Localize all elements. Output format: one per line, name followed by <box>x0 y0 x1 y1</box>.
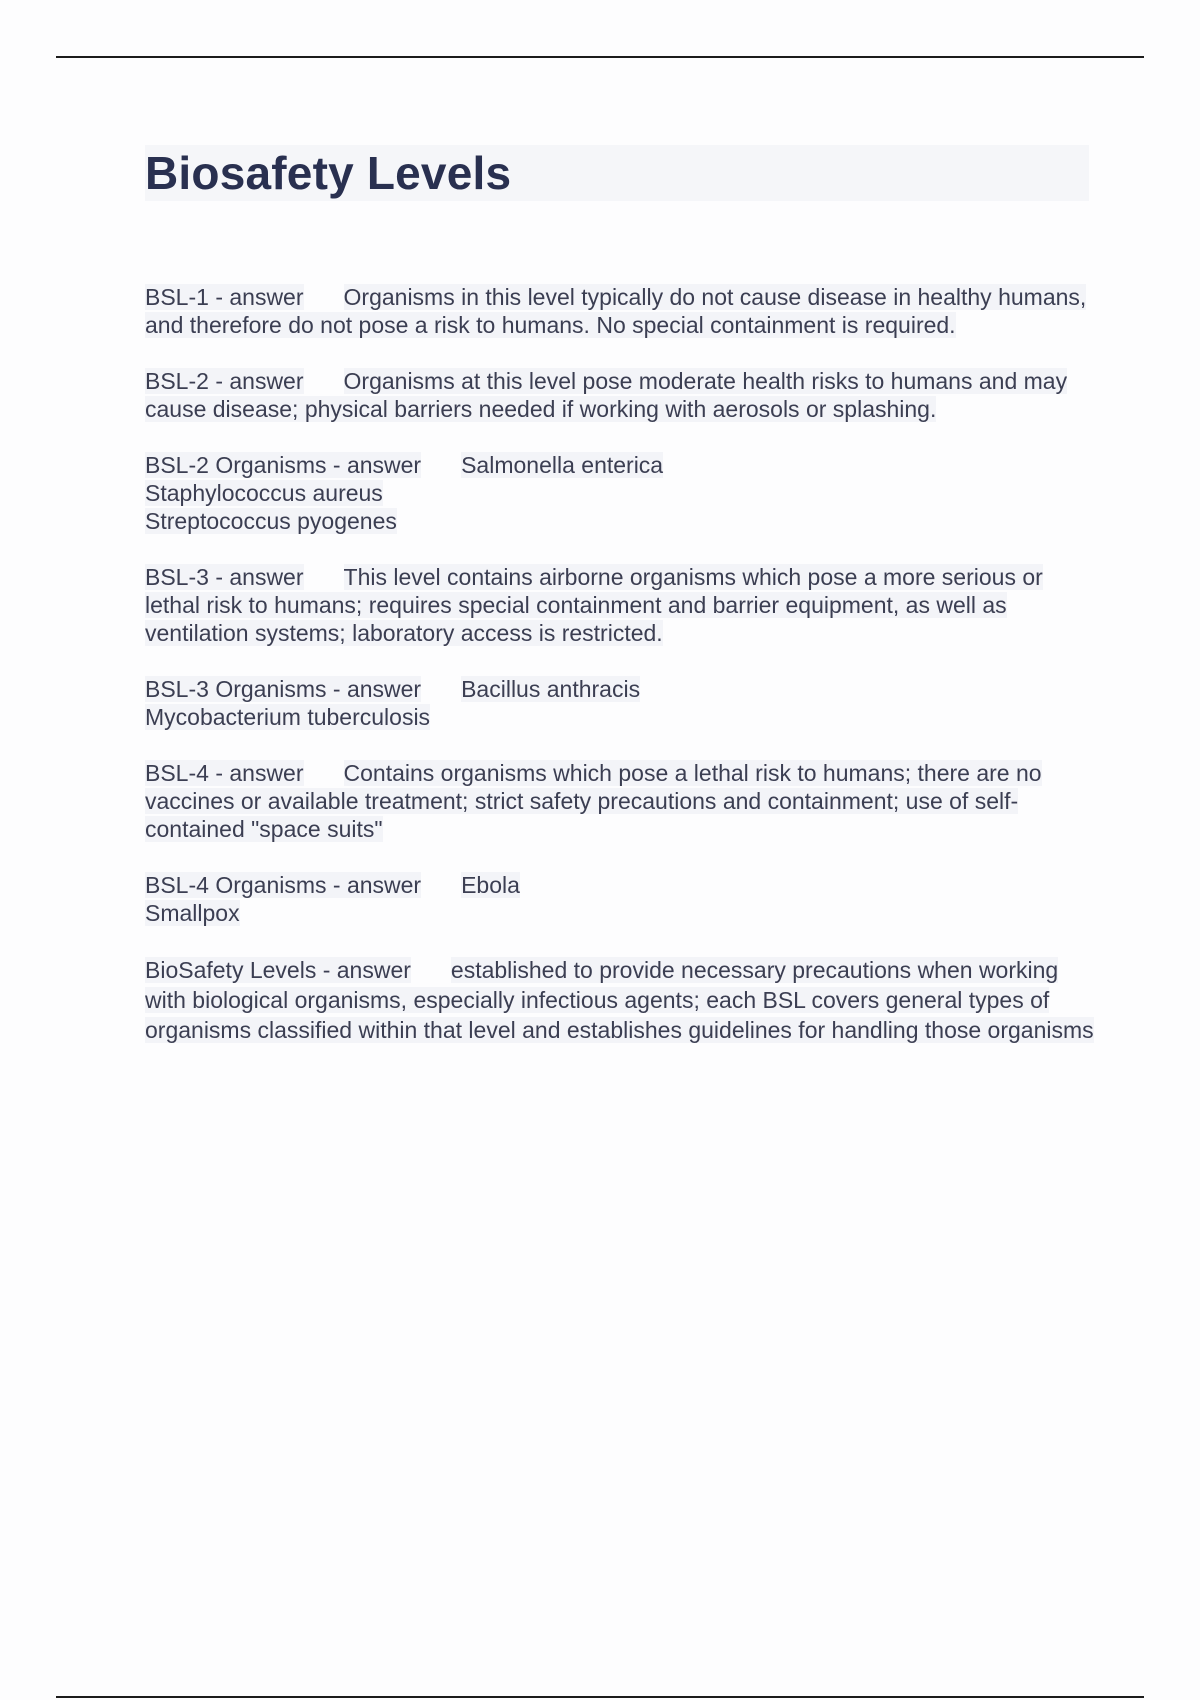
entry-bsl-4 <box>145 759 1095 843</box>
entry-bsl-4-organisms <box>145 871 1095 927</box>
entry-definition: Salmonella enterica Staphylococcus aureus Streptococcus pyogenes <box>145 452 664 534</box>
entry-term: BSL-1 - answer <box>145 284 304 310</box>
entry-definition: Bacillus anthracis Mycobacterium tuberculosis <box>145 676 641 730</box>
entry-term: BSL-3 Organisms - answer <box>145 676 422 702</box>
entry-term: BSL-4 Organisms - answer <box>145 872 422 898</box>
entry-bsl-1 <box>145 283 1095 339</box>
entry-term: BioSafety Levels - answer <box>145 957 411 983</box>
entry-term: BSL-3 - answer <box>145 564 304 590</box>
entry-term: BSL-2 Organisms - answer <box>145 452 422 478</box>
entry-definition: Organisms at this level pose moderate health risks to humans and may cause disease; physical barriers needed if working with aerosols or splashing. <box>145 368 1068 422</box>
entry-bsl-2-organisms <box>145 451 1095 535</box>
entry-term: BSL-2 - answer <box>145 368 304 394</box>
top-rule <box>56 56 1144 58</box>
entry-bsl-2 <box>145 367 1095 423</box>
entry-biosafety-levels <box>145 955 1095 1045</box>
entry-bsl-3 <box>145 563 1095 647</box>
flashcard-list <box>145 283 1095 1073</box>
page-title: Biosafety Levels <box>145 147 512 199</box>
bottom-rule <box>56 1696 1144 1698</box>
entry-definition: Ebola Smallpox <box>145 872 520 926</box>
entry-definition: This level contains airborne organisms which pose a more serious or lethal risk to humans; requires special containment and barrier equipment, as well as ventilation systems; laboratory access is restricted. <box>145 564 1043 646</box>
entry-definition: Organisms in this level typically do not cause disease in healthy humans, and therefore do not pose a risk to humans. No special containment is required. <box>145 284 1087 338</box>
entry-bsl-3-organisms <box>145 675 1095 731</box>
entry-term: BSL-4 - answer <box>145 760 304 786</box>
entry-definition: Contains organisms which pose a lethal risk to humans; there are no vaccines or available treatment; strict safety precautions and containment; use of self-contained "space suits" <box>145 760 1042 842</box>
entry-definition: established to provide necessary precautions when working with biological organisms, especially infectious agents; each BSL covers general types of organisms classified within that level and establishes guidelines for handling those organisms <box>145 957 1094 1043</box>
